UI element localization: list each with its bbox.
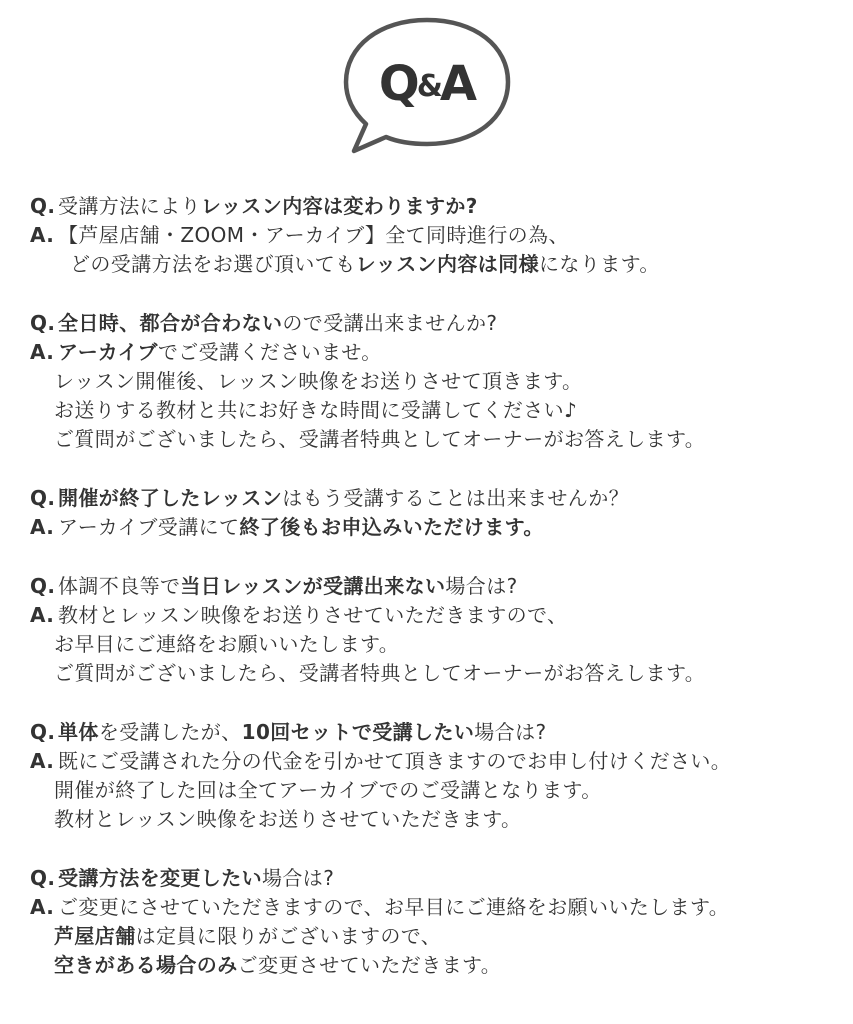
- question-prefix: Q.: [30, 574, 56, 598]
- question-prefix: Q.: [30, 486, 56, 510]
- question-line: [30, 309, 845, 338]
- question-line: [30, 192, 845, 221]
- body-text: ご質問がございましたら、受講者特典としてオーナーがお答えします。: [54, 427, 706, 451]
- answer-line: [30, 776, 845, 805]
- answer-line: [30, 396, 845, 425]
- bubble-title-a: A: [439, 56, 477, 112]
- body-text: 開催が終了した回は全てアーカイブでのご受講となります。: [54, 778, 602, 802]
- answer-line: [30, 601, 845, 630]
- question-line: [30, 864, 845, 893]
- body-text: ので受講出来ませんか?: [282, 311, 498, 335]
- body-text: 場合は?: [445, 574, 518, 598]
- answer-line: [30, 513, 845, 542]
- question-line: [30, 572, 845, 601]
- qa-item: [30, 192, 845, 279]
- body-text: どの受講方法をお選び頂いても: [70, 252, 356, 276]
- body-text: を受講したが、: [98, 720, 242, 744]
- emphasis-text: 当日レッスンが受講出来ない: [180, 574, 446, 598]
- body-text: ご質問がございましたら、受講者特典としてオーナーがお答えします。: [54, 661, 706, 685]
- answer-prefix: A.: [30, 603, 55, 627]
- body-text: アーカイブ受講にて: [58, 515, 240, 539]
- answer-line: [30, 922, 845, 951]
- body-text: は定員に限りがございますので、: [135, 924, 442, 948]
- qa-item: [30, 864, 845, 980]
- body-text: ご変更させていただきます。: [237, 953, 502, 977]
- answer-line: [30, 425, 845, 454]
- answer-line: [30, 951, 845, 980]
- question-prefix: Q.: [30, 866, 56, 890]
- qa-list: [30, 192, 845, 1010]
- body-text: レッスン開催後、レッスン映像をお送りさせて頂きます。: [54, 369, 583, 393]
- qa-item: [30, 484, 845, 542]
- emphasis-text: 受講方法を変更したい: [58, 866, 262, 890]
- emphasis-text: 10回セットで受講したい: [241, 720, 475, 744]
- answer-line: [30, 893, 845, 922]
- question-prefix: Q.: [30, 194, 56, 218]
- body-text: 既にご受講された分の代金を引かせて頂きますのでお申し付けください。: [58, 749, 732, 773]
- emphasis-text: 全日時、都合が合わない: [58, 311, 283, 335]
- body-text: 場合は?: [262, 866, 335, 890]
- question-line: [30, 484, 845, 513]
- body-text: 受講方法により: [58, 194, 201, 218]
- body-text: お送りする教材と共にお好きな時間に受講してください♪: [54, 398, 578, 422]
- answer-prefix: A.: [30, 515, 55, 539]
- answer-line: [30, 338, 845, 367]
- body-text: お早目にご連絡をお願いいたします。: [54, 632, 400, 656]
- body-text: 【芦屋店舗・ZOOM・アーカイブ】全て同時進行の為、: [58, 223, 569, 247]
- emphasis-text: アーカイブ: [58, 340, 158, 364]
- answer-prefix: A.: [30, 749, 55, 773]
- body-text: 場合は?: [474, 720, 547, 744]
- qa-speech-bubble-icon: [340, 14, 515, 159]
- body-text: 体調不良等で: [58, 574, 181, 598]
- body-text: ご変更にさせていただきますので、お早目にご連絡をお願いいたします。: [58, 895, 730, 919]
- answer-line: [30, 805, 845, 834]
- body-text: でご受講くださいませ。: [157, 340, 382, 364]
- answer-line: [30, 747, 845, 776]
- bubble-title-amp: &: [416, 69, 442, 104]
- bubble-title: [340, 54, 515, 117]
- answer-line: [30, 659, 845, 688]
- qa-item: [30, 309, 845, 454]
- question-prefix: Q.: [30, 720, 56, 744]
- body-text: になります。: [539, 252, 660, 276]
- body-text: 教材とレッスン映像をお送りさせていただきますので、: [58, 603, 568, 627]
- emphasis-text: 開催が終了したレッスン: [58, 486, 283, 510]
- answer-prefix: A.: [30, 223, 55, 247]
- emphasis-text: 終了後もお申込みいただけます。: [239, 515, 544, 539]
- answer-line: [30, 221, 845, 250]
- emphasis-text: 空きがある場合のみ: [54, 953, 238, 977]
- qa-item: [30, 718, 845, 834]
- emphasis-text: レッスン内容は変わりますか?: [200, 194, 478, 218]
- emphasis-text: 単体: [58, 720, 99, 744]
- answer-line: [30, 250, 845, 279]
- body-text: 教材とレッスン映像をお送りさせていただきます。: [54, 807, 522, 831]
- answer-prefix: A.: [30, 340, 55, 364]
- answer-line: [30, 367, 845, 396]
- body-text: はもう受講することは出来ませんか？: [282, 486, 630, 510]
- qa-item: [30, 572, 845, 688]
- emphasis-text: レッスン内容は同様: [355, 252, 540, 276]
- question-line: [30, 718, 845, 747]
- answer-line: [30, 630, 845, 659]
- question-prefix: Q.: [30, 311, 56, 335]
- emphasis-text: 芦屋店舗: [54, 924, 136, 948]
- answer-prefix: A.: [30, 895, 55, 919]
- bubble-title-q: Q: [378, 56, 419, 112]
